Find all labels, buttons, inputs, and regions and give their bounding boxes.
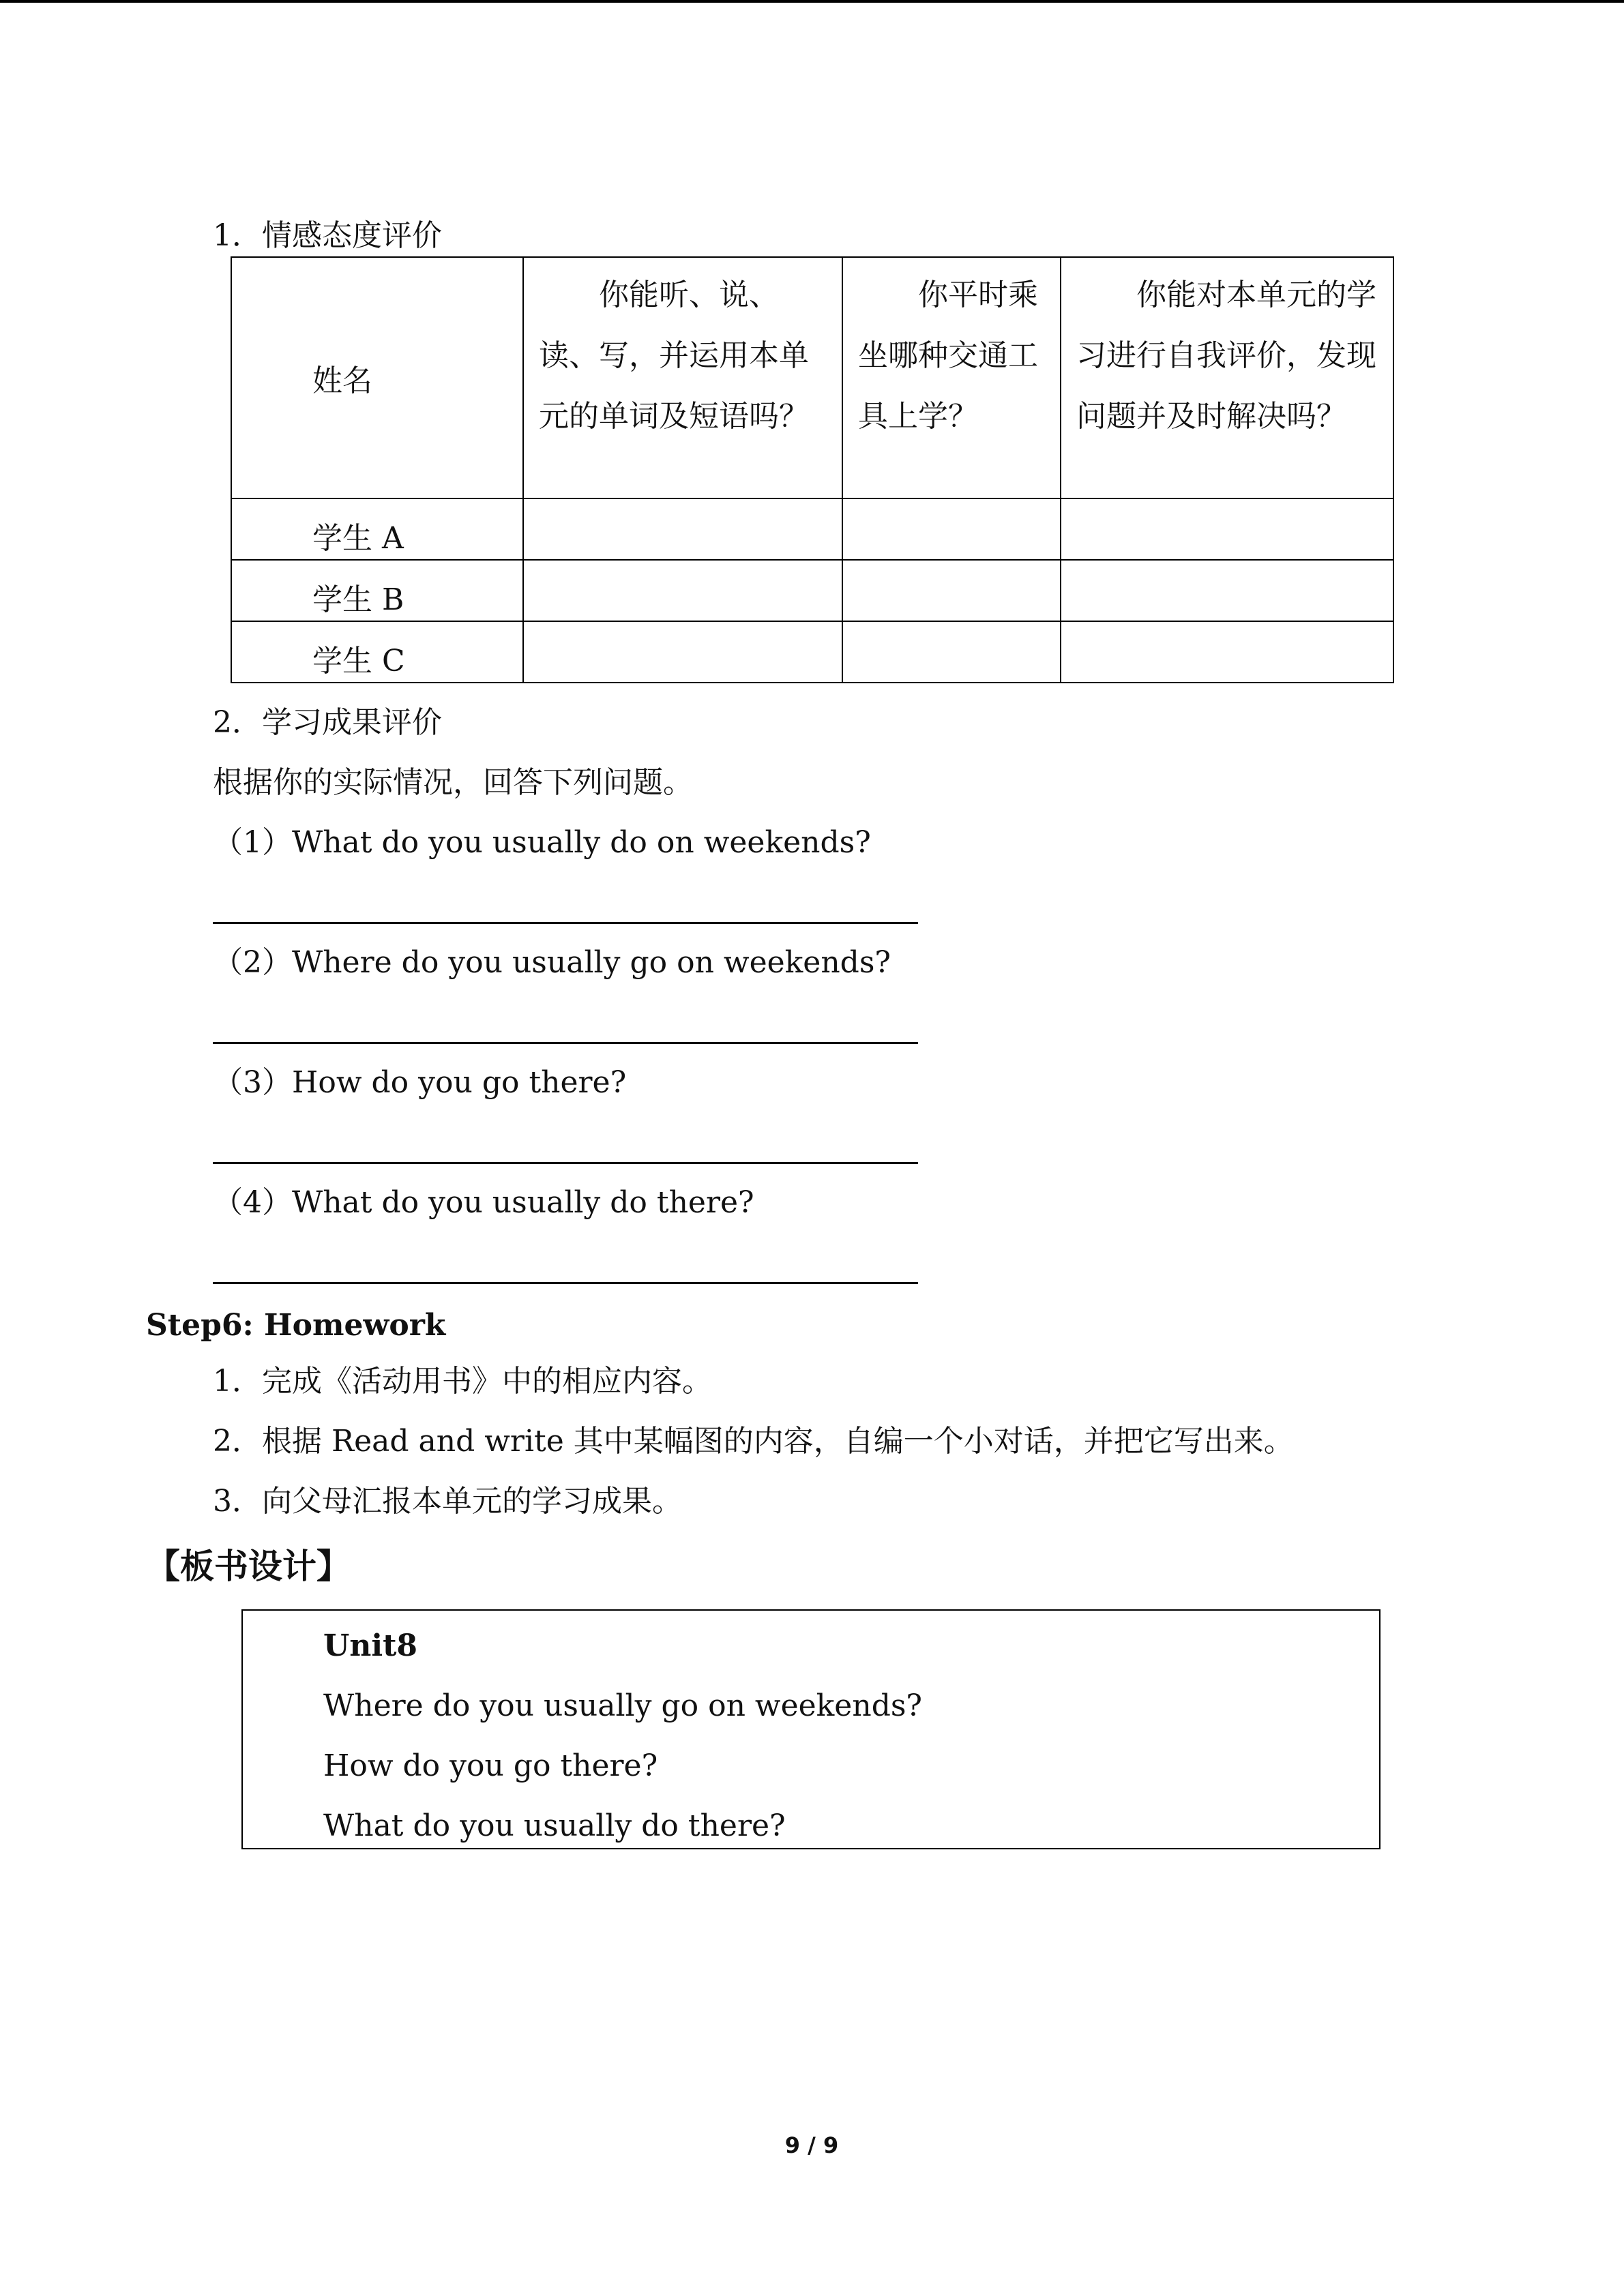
evaluation-table: [231, 256, 1394, 683]
table-cell: [842, 498, 1061, 560]
table-row: [231, 498, 1393, 560]
header-skills-label: 你能听、说、读、写，并运用本单元的单词及短语吗？: [539, 278, 809, 434]
header-name: [231, 257, 523, 498]
board-line-1: Where do you usually go on weekends?: [323, 1688, 923, 1723]
board-design-box: [241, 1609, 1381, 1849]
header-self-eval: [1061, 257, 1393, 498]
question-4: （4）What do you usually do there?: [213, 1185, 754, 1220]
table-cell: [1061, 560, 1393, 621]
homework-title: Step6: Homework: [146, 1308, 446, 1343]
question-1: （1）What do you usually do on weekends?: [213, 825, 871, 860]
board-line-2: How do you go there?: [323, 1748, 658, 1783]
table-cell: [842, 621, 1061, 683]
row-label-student-b: 学生 B: [231, 560, 523, 621]
question-2: （2）Where do you usually go on weekends?: [213, 945, 891, 980]
board-unit-title: Unit8: [323, 1628, 418, 1663]
homework-item-3: 3．向父母汇报本单元的学习成果。: [213, 1484, 682, 1519]
section1-heading: 1．情感态度评价: [213, 218, 442, 253]
answer-line-2: [213, 1042, 918, 1044]
table-header-row: [231, 257, 1393, 498]
question-3: （3）How do you go there?: [213, 1065, 627, 1100]
header-skills: [523, 257, 842, 498]
table-row: [231, 560, 1393, 621]
row-label-student-c: 学生 C: [231, 621, 523, 683]
table-cell: [1061, 498, 1393, 560]
table-cell: [523, 621, 842, 683]
header-self-eval-label: 你能对本单元的学习进行自我评价，发现问题并及时解决吗？: [1076, 278, 1376, 434]
table-row: [231, 621, 1393, 683]
table-cell: [523, 498, 842, 560]
section2-instruction: 根据你的实际情况，回答下列问题。: [213, 765, 693, 800]
table-cell: [1061, 621, 1393, 683]
page-number: 9 / 9: [784, 2132, 839, 2158]
answer-line-1: [213, 922, 918, 924]
board-design-title: 【板书设计】: [146, 1546, 351, 1586]
header-transport: [842, 257, 1061, 498]
table-cell: [842, 560, 1061, 621]
page-top-border: [0, 0, 1624, 3]
homework-item-2: 2．根据 Read and write 其中某幅图的内容，自编一个小对话，并把它写出来。: [213, 1424, 1294, 1459]
header-transport-label: 你平时乘坐哪种交通工具上学？: [858, 278, 1038, 434]
row-label-student-a: 学生 A: [231, 498, 523, 560]
homework-item-1: 1．完成《活动用书》中的相应内容。: [213, 1364, 712, 1399]
board-line-3: What do you usually do there?: [323, 1808, 786, 1843]
header-name-label: 姓名: [312, 363, 372, 398]
table-cell: [523, 560, 842, 621]
section2-heading: 2．学习成果评价: [213, 705, 442, 740]
answer-line-4: [213, 1282, 918, 1284]
answer-line-3: [213, 1162, 918, 1164]
